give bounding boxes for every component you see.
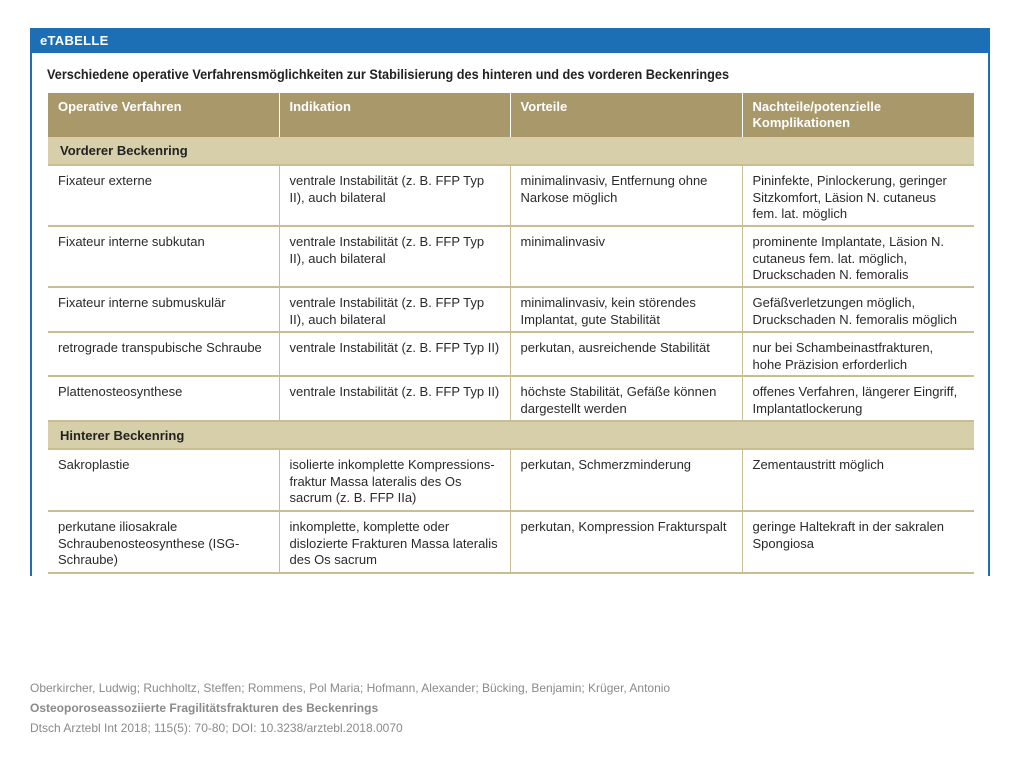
table-cell: Fixateur interne subkutan	[48, 226, 279, 287]
table-caption: Verschiedene operative Verfahrensmöglichkeiten zur Stabilisierung des hinteren und des vorderen Beckenringes	[47, 67, 730, 82]
table-cell: ventrale Instabilität (z. B. FFP Typ II), auch bilateral	[279, 287, 510, 332]
reference-authors: Oberkircher, Ludwig; Ruchholtz, Steffen; Rommens, Pol Maria; Hofmann, Alexander; Bücking, Benjamin; Krüger, Antonio	[30, 681, 671, 695]
table-row	[48, 165, 974, 226]
table-cell: nur bei Schambeinastfrakturen, hohe Präzision erforderlich	[742, 332, 974, 376]
table-cell: isolierte inkomplette Kompressions- fraktur Massa lateralis des Os sacrum (z. B. FFP IIa)	[279, 449, 510, 511]
section-title: Hinterer Beckenring	[48, 421, 974, 449]
section-title: Vorderer Beckenring	[48, 137, 974, 165]
table-cell: Sakroplastie	[48, 449, 279, 511]
table-cell: perkutane iliosakrale Schraubenosteosynthese (ISG-Schraube)	[48, 511, 279, 573]
table-cell: Pininfekte, Pinlockerung, geringer Sitzkomfort, Läsion N. cutaneus fem. lat. möglich	[742, 165, 974, 226]
table-cell: Fixateur interne submuskulär	[48, 287, 279, 332]
procedures-table	[48, 93, 974, 574]
table-cell: minimalinvasiv	[510, 226, 742, 287]
table-cell: minimalinvasiv, Entfernung ohne Narkose möglich	[510, 165, 742, 226]
table-cell: perkutan, Schmerzminderung	[510, 449, 742, 511]
table-cell: perkutan, Kompression Frakturspalt	[510, 511, 742, 573]
table-cell: retrograde transpubische Schraube	[48, 332, 279, 376]
table-cell: Gefäßverletzungen möglich, Druckschaden N. femoralis möglich	[742, 287, 974, 332]
table-cell: ventrale Instabilität (z. B. FFP Typ II)	[279, 332, 510, 376]
table-cell: perkutan, ausreichende Stabilität	[510, 332, 742, 376]
table-cell: geringe Haltekraft in der sakralen Spongiosa	[742, 511, 974, 573]
table-cell: prominente Implantate, Läsion N. cutaneus fem. lat. möglich, Druckschaden N. femoralis	[742, 226, 974, 287]
table-cell: ventrale Instabilität (z. B. FFP Typ II)	[279, 376, 510, 421]
table-row	[48, 226, 974, 287]
reference-title: Osteoporoseassoziierte Fragilitätsfrakturen des Beckenrings	[30, 701, 379, 715]
etable-frame	[30, 28, 990, 576]
header-nachteile: Nachteile/potenzielle Komplikationen	[742, 93, 974, 137]
reference-citation: Dtsch Arztebl Int 2018; 115(5): 70-80; DOI: 10.3238/arztebl.2018.0070	[30, 721, 403, 735]
table-row	[48, 287, 974, 332]
table-row	[48, 449, 974, 511]
table-row	[48, 332, 974, 376]
etable-banner: eTABELLE	[32, 28, 988, 53]
table-cell: Fixateur externe	[48, 165, 279, 226]
table-row	[48, 376, 974, 421]
section-row-hinterer	[48, 421, 974, 449]
table-cell: inkomplette, komplette oder dislozierte Frakturen Massa lateralis des Os sacrum	[279, 511, 510, 573]
header-operative-verfahren: Operative Verfahren	[48, 93, 279, 137]
table-cell: Plattenosteosynthese	[48, 376, 279, 421]
table-cell: höchste Stabilität, Gefäße können dargestellt werden	[510, 376, 742, 421]
table-header-row	[48, 93, 974, 137]
table-cell: offenes Verfahren, längerer Eingriff, Implantatlockerung	[742, 376, 974, 421]
table-row	[48, 511, 974, 573]
table-cell: ventrale Instabilität (z. B. FFP Typ II), auch bilateral	[279, 226, 510, 287]
table-cell: Zementaustritt möglich	[742, 449, 974, 511]
table-cell: minimalinvasiv, kein störendes Implantat, gute Stabilität	[510, 287, 742, 332]
source-reference	[30, 678, 670, 738]
section-row-vorderer	[48, 137, 974, 165]
header-indikation: Indikation	[279, 93, 510, 137]
header-vorteile: Vorteile	[510, 93, 742, 137]
table-cell: ventrale Instabilität (z. B. FFP Typ II), auch bilateral	[279, 165, 510, 226]
